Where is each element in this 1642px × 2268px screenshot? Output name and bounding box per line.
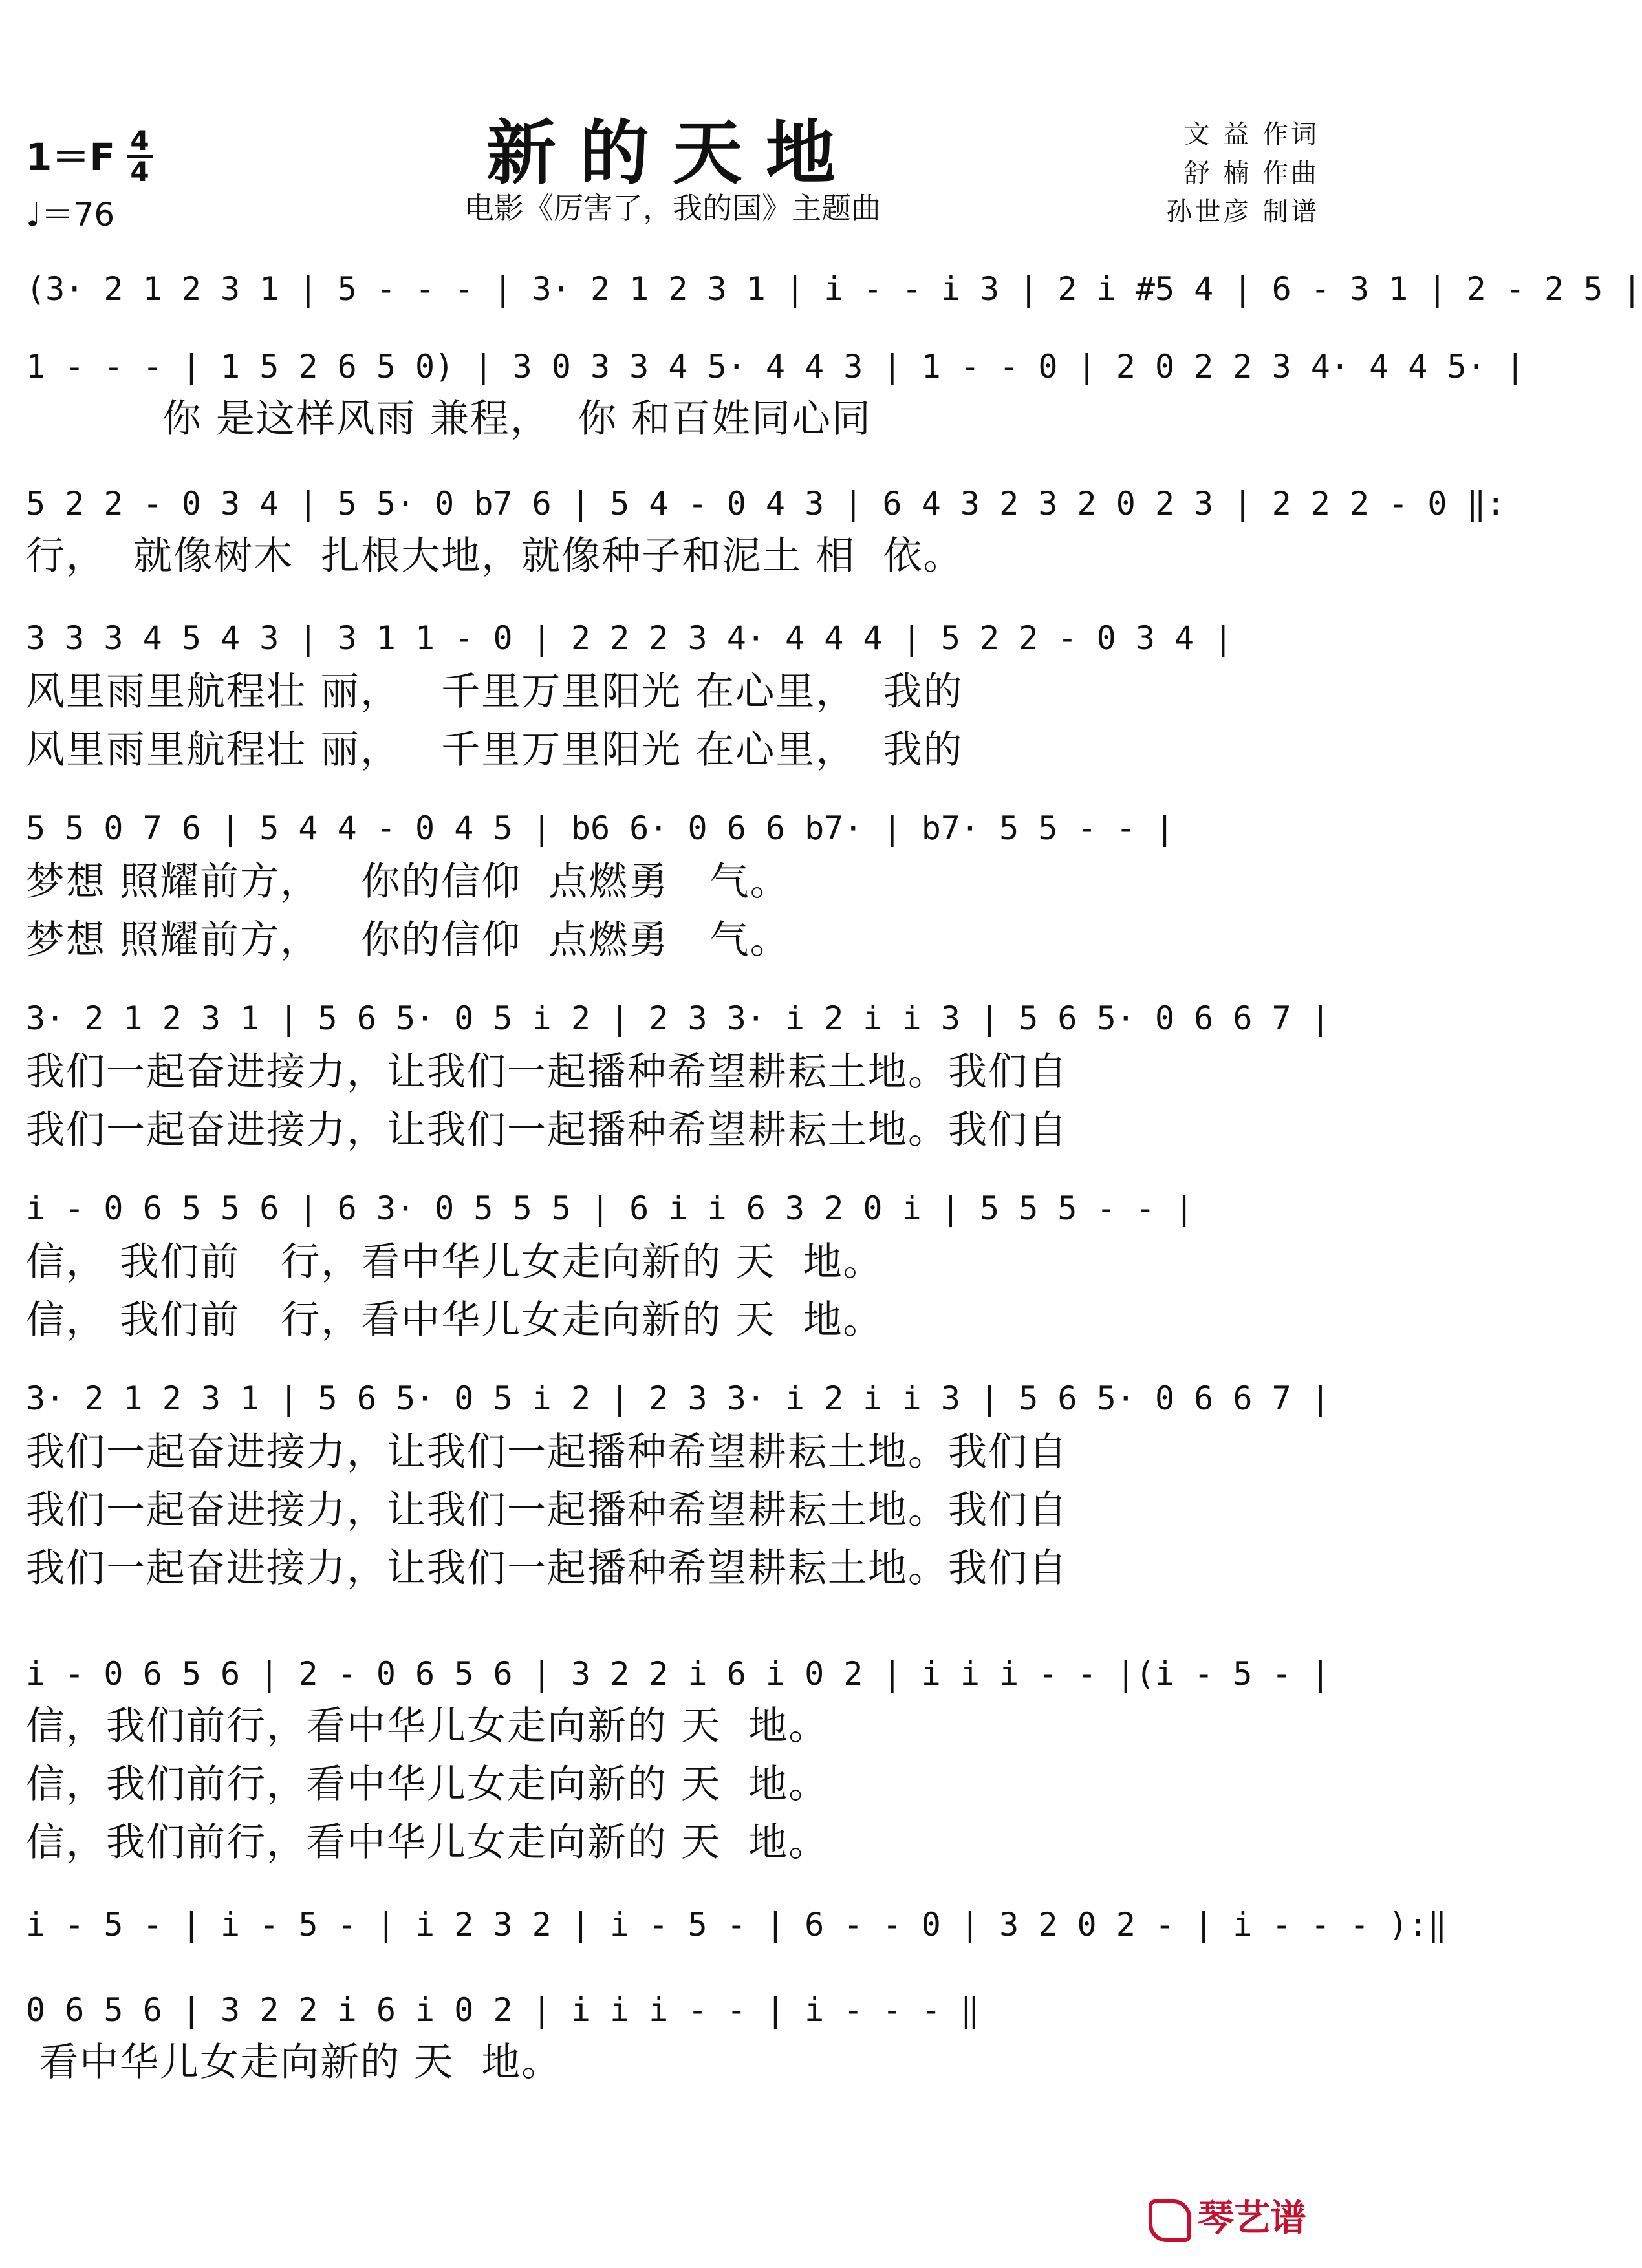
notation-line: 5 5 0 7 6 | 5 4 4 - 0 4 5 | b6 6· 0 6 6 b7· | b7· 5 5 - - | xyxy=(26,809,1175,847)
logo-text: 琴艺谱 xyxy=(1198,2198,1306,2240)
notation-line: i - 5 - | i - 5 - | i 2 3 2 | i - 5 - | 6 - - 0 | 3 2 0 2 - | i - - - ):‖ xyxy=(26,1906,1447,1943)
lyric-line: 我们一起奋进接力，让我们一起播种希望耕耘土地。我们自 xyxy=(26,1546,1068,1591)
credit-lyricist: 文 益 作词 xyxy=(1183,120,1319,149)
time-signature xyxy=(127,127,153,186)
lyric-line: 看中华儿女走向新的 天 地。 xyxy=(26,2040,562,2085)
notation-line: (3· 2 1 2 3 1 | 5 - - - | 3· 2 1 2 3 1 | i - - i 3 | 2 i #5 4 | 6 - 3 1 | 2 - 2 5 | xyxy=(26,270,1642,308)
meter-bottom: 4 xyxy=(130,156,149,187)
credit-transcriber: 孙世彦 制谱 xyxy=(1166,197,1319,227)
song-subtitle: 电影《厉害了，我的国》主题曲 xyxy=(464,191,881,226)
tempo-mark: ♩＝76 xyxy=(26,196,115,233)
lyric-line: 信， 我们前 行，看中华儿女走向新的 天 地。 xyxy=(26,1239,883,1285)
lyric-line: 信， 我们前 行，看中华儿女走向新的 天 地。 xyxy=(26,1298,883,1343)
notation-line: 3 3 3 4 5 4 3 | 3 1 1 - 0 | 2 2 2 3 4· 4 4 4 | 5 2 2 - 0 3 4 | xyxy=(26,619,1233,657)
song-title: 新的天地 xyxy=(486,112,859,194)
lyric-line: 我们一起奋进接力，让我们一起播种希望耕耘土地。我们自 xyxy=(26,1107,1068,1153)
lyric-line: 风里雨里航程壮 丽， 千里万里阳光 在心里， 我的 xyxy=(26,727,964,773)
lyric-line: 行， 就像树木 扎根大地，就像种子和泥土 相 依。 xyxy=(26,533,964,579)
meter-top: 4 xyxy=(130,125,149,156)
notation-line: 5 2 2 - 0 3 4 | 5 5· 0 b7 6 | 5 4 - 0 4 3 | 6 4 3 2 3 2 0 2 3 | 2 2 2 - 0 ‖: xyxy=(26,485,1506,522)
credit-composer: 舒 楠 作曲 xyxy=(1183,158,1319,188)
lyric-line: 我们一起奋进接力，让我们一起播种希望耕耘土地。我们自 xyxy=(26,1429,1068,1475)
lyric-line: 风里雨里航程壮 丽， 千里万里阳光 在心里， 我的 xyxy=(26,669,964,714)
site-logo xyxy=(1149,2190,1306,2242)
lyric-line: 你 是这样风雨 兼程， 你 和百姓同心同 xyxy=(26,396,872,442)
lyric-line: 我们一起奋进接力，让我们一起播种希望耕耘土地。我们自 xyxy=(26,1049,1068,1095)
key-signature: 1＝F xyxy=(26,135,115,179)
lyric-line: 梦想 照耀前方， 你的信仰 点燃勇 气。 xyxy=(26,859,790,904)
lyric-line: 梦想 照耀前方， 你的信仰 点燃勇 气。 xyxy=(26,917,790,963)
notation-line: i - 0 6 5 5 6 | 6 3· 0 5 5 5 | 6 i i 6 3 2 0 i | 5 5 5 - - | xyxy=(26,1190,1194,1227)
lyric-line: 我们一起奋进接力，让我们一起播种希望耕耘土地。我们自 xyxy=(26,1488,1068,1533)
lyric-line: 信，我们前行，看中华儿女走向新的 天 地。 xyxy=(26,1704,829,1749)
notation-line: 3· 2 1 2 3 1 | 5 6 5· 0 5 i 2 | 2 3 3· i 2 i i 3 | 5 6 5· 0 6 6 7 | xyxy=(26,1000,1330,1037)
lyric-line: 信，我们前行，看中华儿女走向新的 天 地。 xyxy=(26,1762,829,1807)
notation-line: 0 6 5 6 | 3 2 2 i 6 i 0 2 | i i i - - | i - - - ‖ xyxy=(26,1991,980,2029)
notation-line: 3· 2 1 2 3 1 | 5 6 5· 0 5 i 2 | 2 3 3· i 2 i i 3 | 5 6 5· 0 6 6 7 | xyxy=(26,1380,1330,1417)
lyric-line: 信，我们前行，看中华儿女走向新的 天 地。 xyxy=(26,1820,829,1865)
logo-icon xyxy=(1149,2199,1191,2242)
notation-line: 1 - - - | 1 5 2 6 5 0) | 3 0 3 3 4 5· 4 4 3 | 1 - - 0 | 2 0 2 2 3 4· 4 4 5· | xyxy=(26,348,1525,385)
notation-line: i - 0 6 5 6 | 2 - 0 6 5 6 | 3 2 2 i 6 i 0 2 | i i i - - |(i - 5 - | xyxy=(26,1655,1330,1693)
